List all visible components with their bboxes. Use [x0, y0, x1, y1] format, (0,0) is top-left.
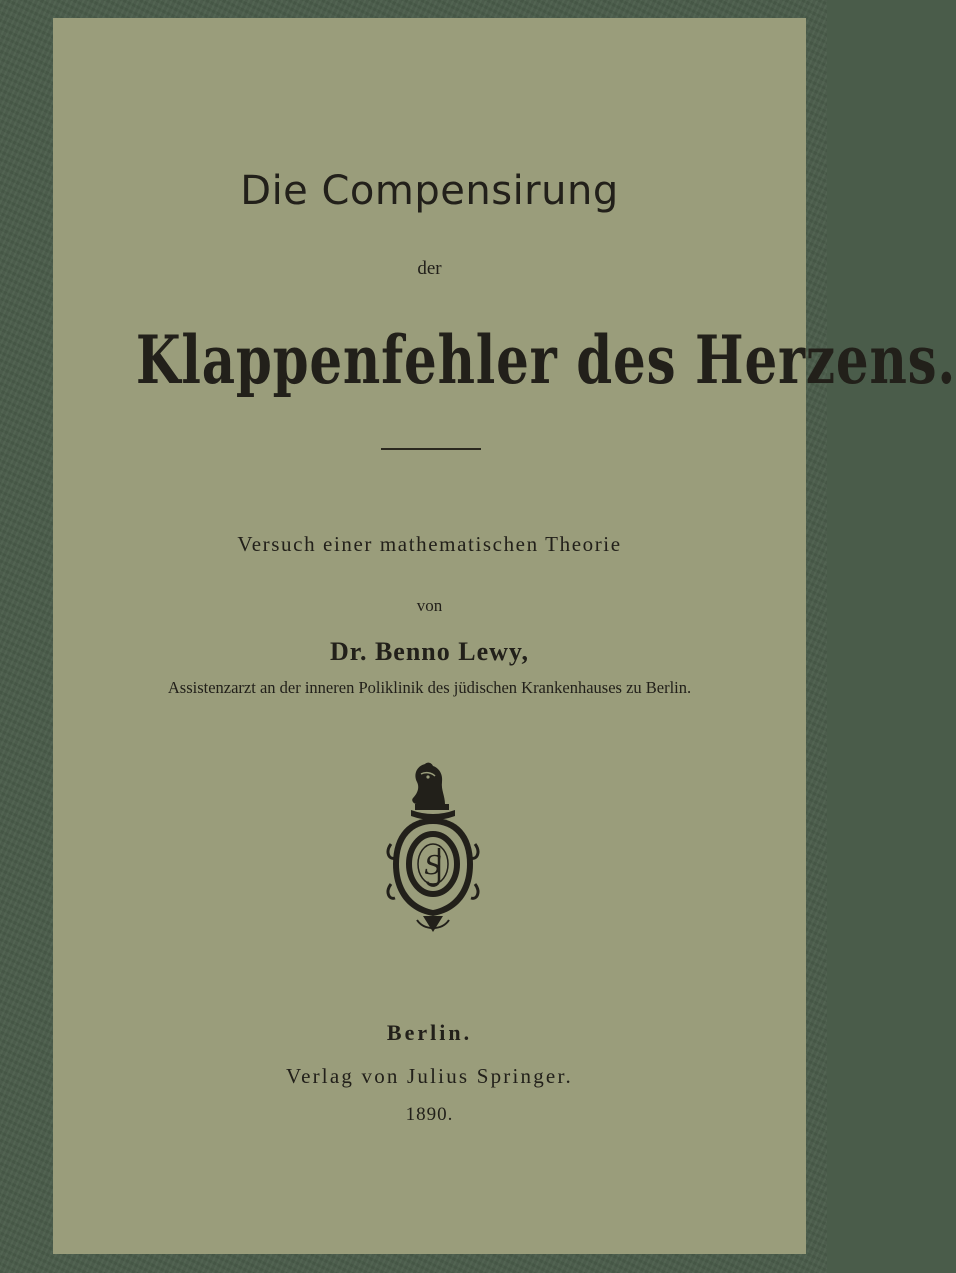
- author-affiliation: Assistenzarzt an der inneren Poliklinik des jüdischen Krankenhauses zu Berlin.: [167, 678, 692, 697]
- title-page: [53, 18, 956, 1254]
- springer-knight-emblem-icon: [387, 760, 479, 936]
- title-divider: [381, 448, 481, 450]
- subtitle: Versuch einer mathematischen Theorie: [237, 532, 622, 556]
- title-line-2: Klappenfehler des Herzens.: [135, 321, 956, 399]
- author-name: Dr. Benno Lewy,: [330, 637, 529, 666]
- publication-city: Berlin.: [386, 1020, 473, 1045]
- title-line-1: Die Compensirung: [240, 168, 619, 214]
- svg-text:S: S: [424, 851, 442, 881]
- publication-year: 1890.: [405, 1104, 454, 1125]
- title-connector: der: [417, 258, 442, 279]
- by-line: von: [416, 596, 443, 615]
- publisher-name: Verlag von Julius Springer.: [286, 1064, 573, 1088]
